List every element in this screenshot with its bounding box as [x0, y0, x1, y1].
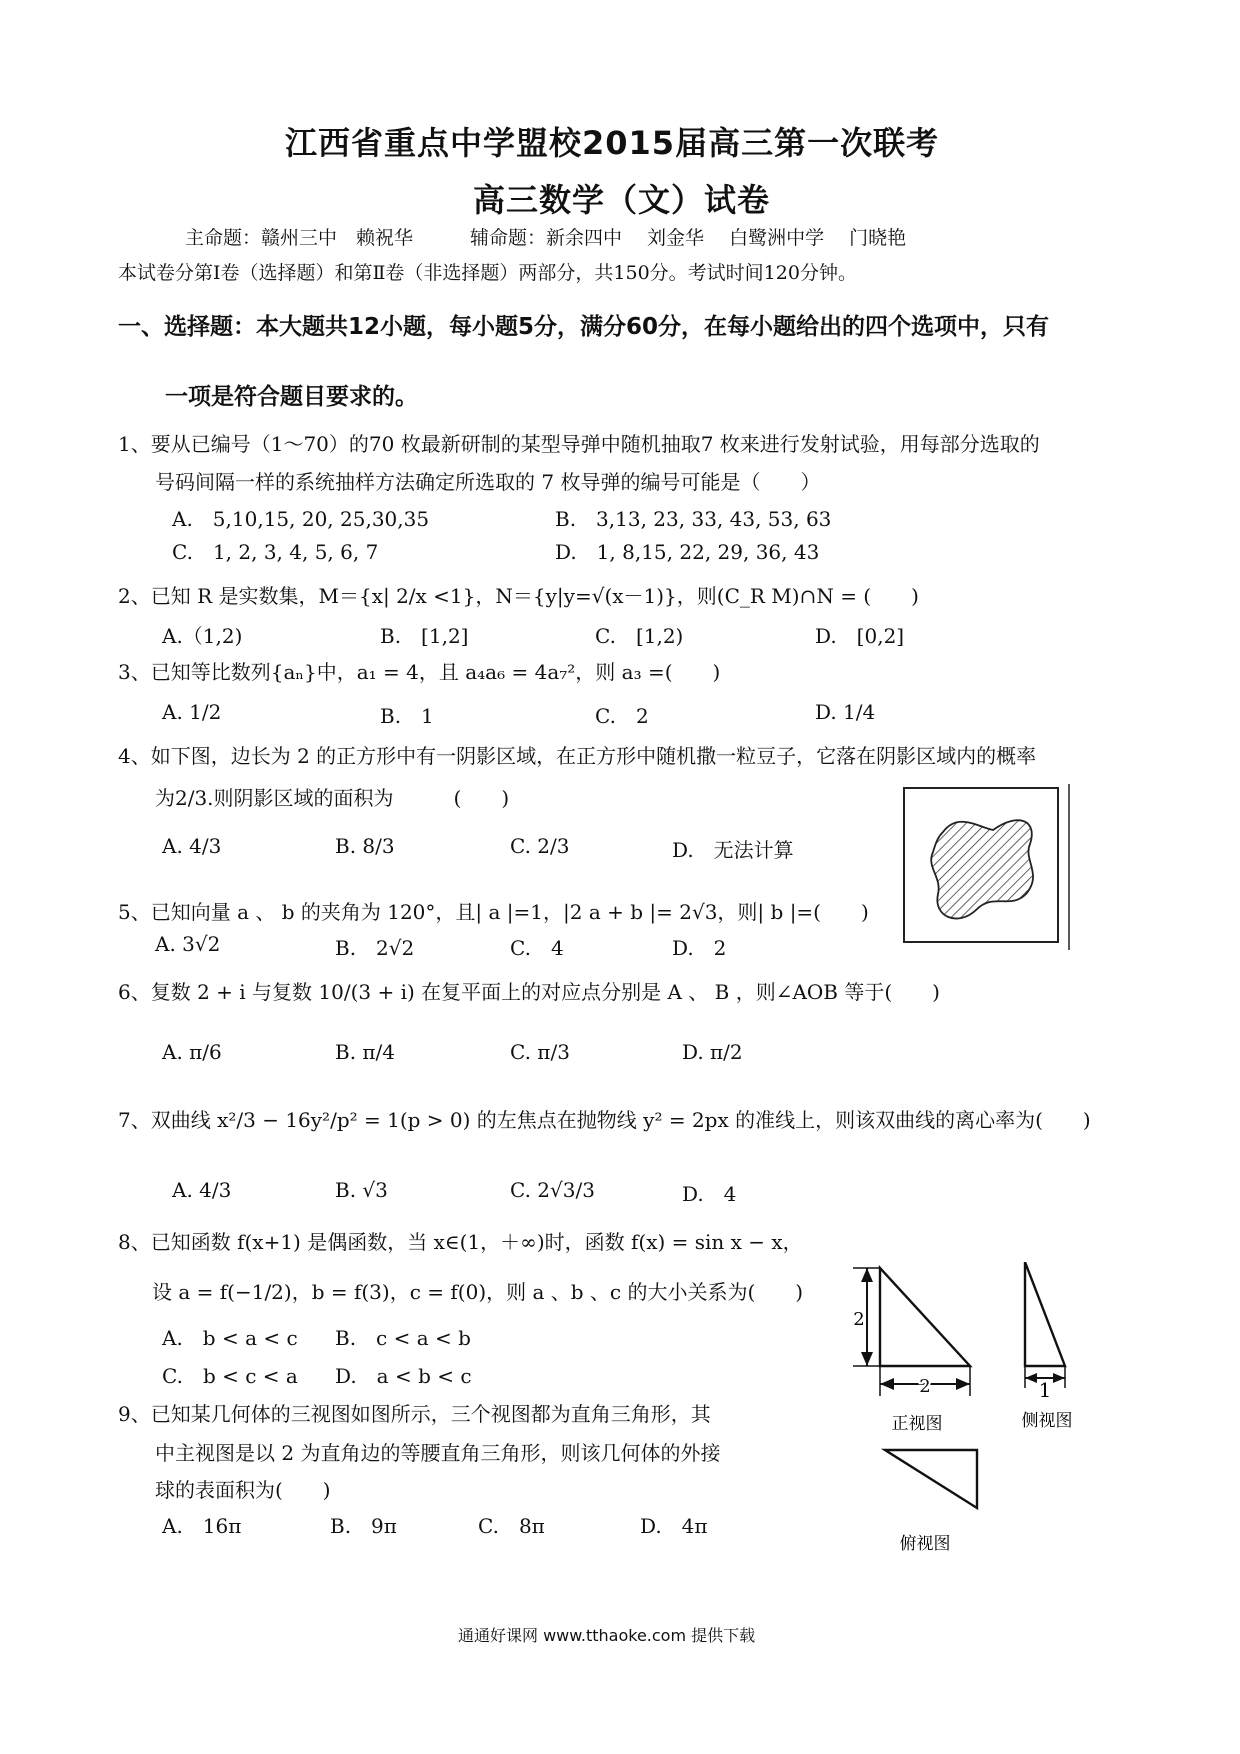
q6-option-a: A. π/6: [162, 1040, 222, 1064]
q5-option-d: D. 2: [672, 936, 727, 960]
q2-option-c: C. [1,2): [595, 624, 684, 648]
top-view-triangle: [885, 1450, 977, 1508]
q9-option-b: B. 9π: [330, 1514, 397, 1538]
q4-square-figure: [898, 782, 1073, 952]
q1-option-d: D. 1, 8,15, 22, 29, 36, 43: [555, 540, 820, 564]
question-7: 7、双曲线 x²/3 − 16y²/p² = 1(p > 0) 的左焦点在抛物线 y² = 2px 的准线上，则该双曲线的离心率为( ): [118, 1108, 1091, 1132]
q8-option-d: D. a < b < c: [335, 1364, 472, 1388]
exam-title: 江西省重点中学盟校2015届高三第一次联考: [285, 124, 940, 162]
q3-option-d: D. 1/4: [815, 700, 876, 724]
q9-option-d: D. 4π: [640, 1514, 708, 1538]
question-8-line1: 8、已知函数 f(x+1) 是偶函数，当 x∈(1，＋∞)时，函数 f(x) = sin x − x，: [118, 1230, 803, 1254]
q1-option-b: B. 3,13, 23, 33, 43, 53, 63: [555, 507, 832, 531]
question-2: 2、已知 R 是实数集，M＝{x| 2/x <1}，N＝{y|y=√(x－1)}，则(C_R M)∩N = ( ): [118, 584, 919, 608]
front-height-label: 2: [853, 1309, 865, 1330]
q4-option-b: B. 8/3: [335, 834, 395, 858]
q7-option-c: C. 2√3/3: [510, 1178, 595, 1202]
q1-option-a: A. 5,10,15, 20, 25,30,35: [172, 507, 430, 531]
question-5: 5、已知向量 a 、 b 的夹角为 120°，且| a |=1，|2 a + b |= 2√3，则| b |=( ): [118, 900, 869, 924]
q6-option-b: B. π/4: [335, 1040, 396, 1064]
side-width-label: 1: [1038, 1378, 1052, 1402]
q5-option-a: A. 3√2: [155, 932, 221, 956]
q4-option-c: C. 2/3: [510, 834, 570, 858]
question-9-line3: 球的表面积为( ): [155, 1478, 331, 1502]
q9-option-a: A. 16π: [162, 1514, 242, 1538]
q3-option-a: A. 1/2: [162, 700, 222, 724]
intro-line: 本试卷分第Ⅰ卷（选择题）和第Ⅱ卷（非选择题）两部分，共150分。考试时间120分钟。: [118, 262, 857, 284]
question-9-line1: 9、已知某几何体的三视图如图所示，三个视图都为直角三角形，其: [118, 1402, 711, 1426]
front-width-label: 2: [919, 1376, 931, 1397]
side-view-caption: 侧视图: [1021, 1411, 1073, 1431]
top-view-caption: 俯视图: [899, 1534, 951, 1554]
question-1-line1: 1、要从已编号（1～70）的70 枚最新研制的某型导弹中随机抽取7 枚来进行发射试验，用每部分选取的: [118, 432, 1040, 456]
q7-option-d: D. 4: [682, 1182, 737, 1206]
q6-option-c: C. π/3: [510, 1040, 570, 1064]
q7-option-a: A. 4/3: [172, 1178, 232, 1202]
side-view-triangle: [1025, 1262, 1065, 1366]
question-6: 6、复数 2 + i 与复数 10/(3 + i) 在复平面上的对应点分别是 A 、 B ，则∠AOB 等于( ): [118, 980, 940, 1004]
q1-option-c: C. 1, 2, 3, 4, 5, 6, 7: [172, 540, 379, 564]
question-4-line1: 4、如下图，边长为 2 的正方形中有一阴影区域，在正方形中随机撒一粒豆子，它落在阴影区域内的概率: [118, 744, 1037, 768]
q3-option-b: B. 1: [380, 704, 434, 728]
q6-option-d: D. π/2: [682, 1040, 743, 1064]
question-8-line2: 设 a = f(−1/2)，b = f(3)，c = f(0)，则 a 、b 、c 的大小关系为( ): [152, 1280, 804, 1304]
shaded-region: [931, 820, 1033, 918]
q8-option-a: A. b < a < c: [162, 1326, 298, 1350]
front-view-caption: 正视图: [891, 1414, 943, 1434]
question-3: 3、已知等比数列{aₙ}中，a₁ = 4，且 a₄a₆ = 4a₇²，则 a₃ =( ): [118, 660, 721, 684]
q7-option-b: B. √3: [335, 1178, 388, 1202]
page-footer: 通通好课网 www.tthaoke.com 提供下载: [458, 1626, 756, 1645]
front-view-triangle: [880, 1268, 970, 1366]
three-view-figure: [825, 1262, 1095, 1592]
q8-option-c: C. b < c < a: [162, 1364, 298, 1388]
authors-line: 主命题：赣州三中 赖祝华 辅命题：新余四中 刘金华 白鹭洲中学 门晓艳: [185, 227, 907, 249]
q8-option-b: B. c < a < b: [335, 1326, 471, 1350]
q3-option-c: C. 2: [595, 704, 649, 728]
q4-option-d: D. 无法计算: [672, 838, 794, 862]
q2-option-d: D. [0,2]: [815, 624, 905, 648]
q5-option-c: C. 4: [510, 936, 564, 960]
question-1-line2: 号码间隔一样的系统抽样方法确定所选取的 7 枚导弹的编号可能是（ ）: [155, 470, 821, 494]
q9-option-c: C. 8π: [478, 1514, 545, 1538]
q2-option-b: B. [1,2]: [380, 624, 469, 648]
q2-option-a: A.（1,2): [162, 624, 243, 648]
q5-option-b: B. 2√2: [335, 936, 415, 960]
section-heading: 一、选择题：本大题共12小题，每小题5分，满分60分，在每小题给出的四个选项中，只有: [118, 314, 1050, 340]
exam-subtitle: 高三数学（文）试卷: [473, 181, 771, 219]
q4-option-a: A. 4/3: [162, 834, 222, 858]
question-9-line2: 中主视图是以 2 为直角边的等腰直角三角形，则该几何体的外接: [155, 1441, 721, 1465]
section-heading-cont: 一项是符合题目要求的。: [165, 384, 418, 410]
question-4-line2: 为2/3.则阴影区域的面积为 ( ): [155, 786, 510, 810]
